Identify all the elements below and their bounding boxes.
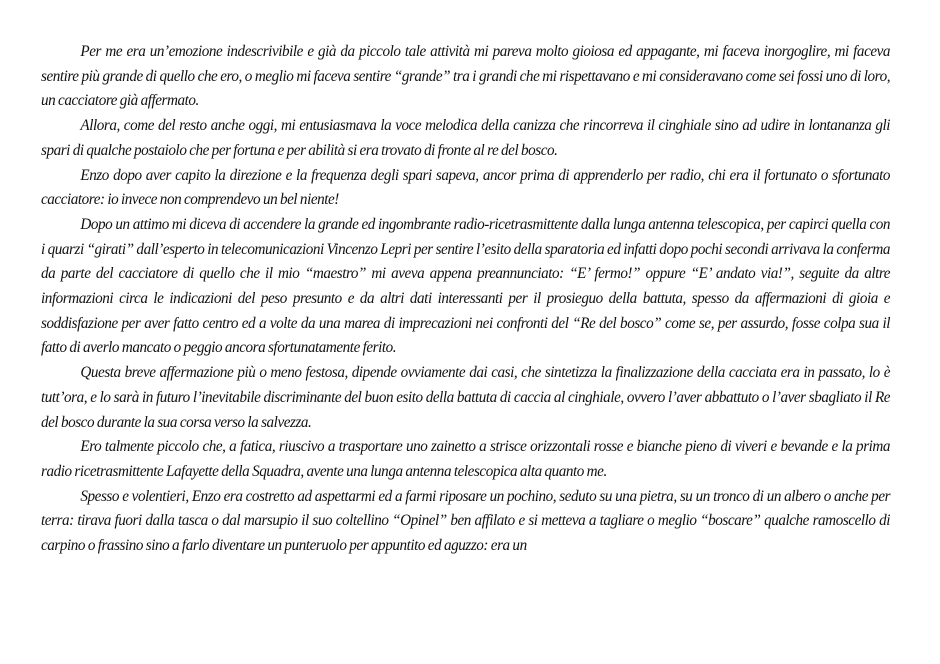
paragraph-6: Ero talmente piccolo che, a fatica, riuscivo a trasportare uno zainetto a strisce orizzontali rosse e bianche pieno di viveri e bevande e la prima radio ricetrasmittente Lafayette della Squadra, avente una lunga antenna telescopica alta quanto me. (41, 438, 891, 480)
paragraph-3: Enzo dopo aver capito la direzione e la frequenza degli spari sapeva, ancor prima di apprenderlo per radio, chi era il fortunato o sfortunato cacciatore: io invece non comprendevo un bel niente! (41, 166, 891, 209)
paragraph-2: Allora, come del resto anche oggi, mi entusiasmava la voce melodica della canizza che rincorreva il cinghiale sino ad udire in lontananza gli spari di qualche postaiolo che per fortuna e per abilità si era trovato di fronte al re del bosco. (41, 117, 891, 159)
paragraph-5: Questa breve affermazione più o meno festosa, dipende ovviamente dai casi, che sintetizza la finalizzazione della cacciata era in passato, lo è tutt’ora, e lo sarà in futuro l’inevitabile discriminante del buon esito della battuta di caccia al cinghiale, ovvero l’aver abbattuto o l’aver sbagliato il Re del bosco durante la sua corsa verso la salvezza. (41, 364, 891, 431)
paragraph-4: Dopo un attimo mi diceva di accendere la grande ed ingombrante radio-ricetrasmittente dalla lunga antenna telescopica, per capirci quella con i quarzi “girati” dall’esperto in telecomunicazioni Vincenzo Lepri per sentire l’esito della sparatoria ed infatti dopo pochi secondi arrivava la conferma da parte del cacciatore di quello che il mio “maestro” mi aveva appena preannunciato: “E’ fermo!” oppure “E’ andato via!”, seguite da altre informazioni circa le indicazioni del peso presunto e da altri dati interessanti per il prosieguo della battuta, spesso da affermazioni di gioia e soddisfazione per aver fatto centro ed a volte da una marea di imprecazioni nei confronti del “Re del bosco” come se, per assurdo, fosse colpa sua il fatto di averlo mancato o peggio ancora sfortunatamente ferito. (41, 215, 891, 357)
paragraph-7: Spesso e volentieri, Enzo era costretto ad aspettarmi ed a farmi riposare un pochino, seduto su una pietra, su un tronco di un albero o anche per terra: tirava fuori dalla tasca o dal marsupio il suo coltellino “Opinel” ben affilato e si metteva a tagliare o meglio “boscare” qualche ramoscello di carpino o frassino sino a farlo diventare un punteruolo per appuntito ed aguzzo: era un (41, 487, 891, 555)
paragraph-1: Per me era un’emozione indescrivibile e già da piccolo tale attività mi pareva molto gioiosa ed appagante, mi faceva inorgoglire, mi faceva sentire più grande di quello che ero, o meglio mi faceva sentire “grande” tra i grandi che mi rispettavano e mi consideravano come sei fossi uno di loro, un cacciatore già affermato. (41, 43, 891, 110)
document-page (41, 40, 903, 559)
